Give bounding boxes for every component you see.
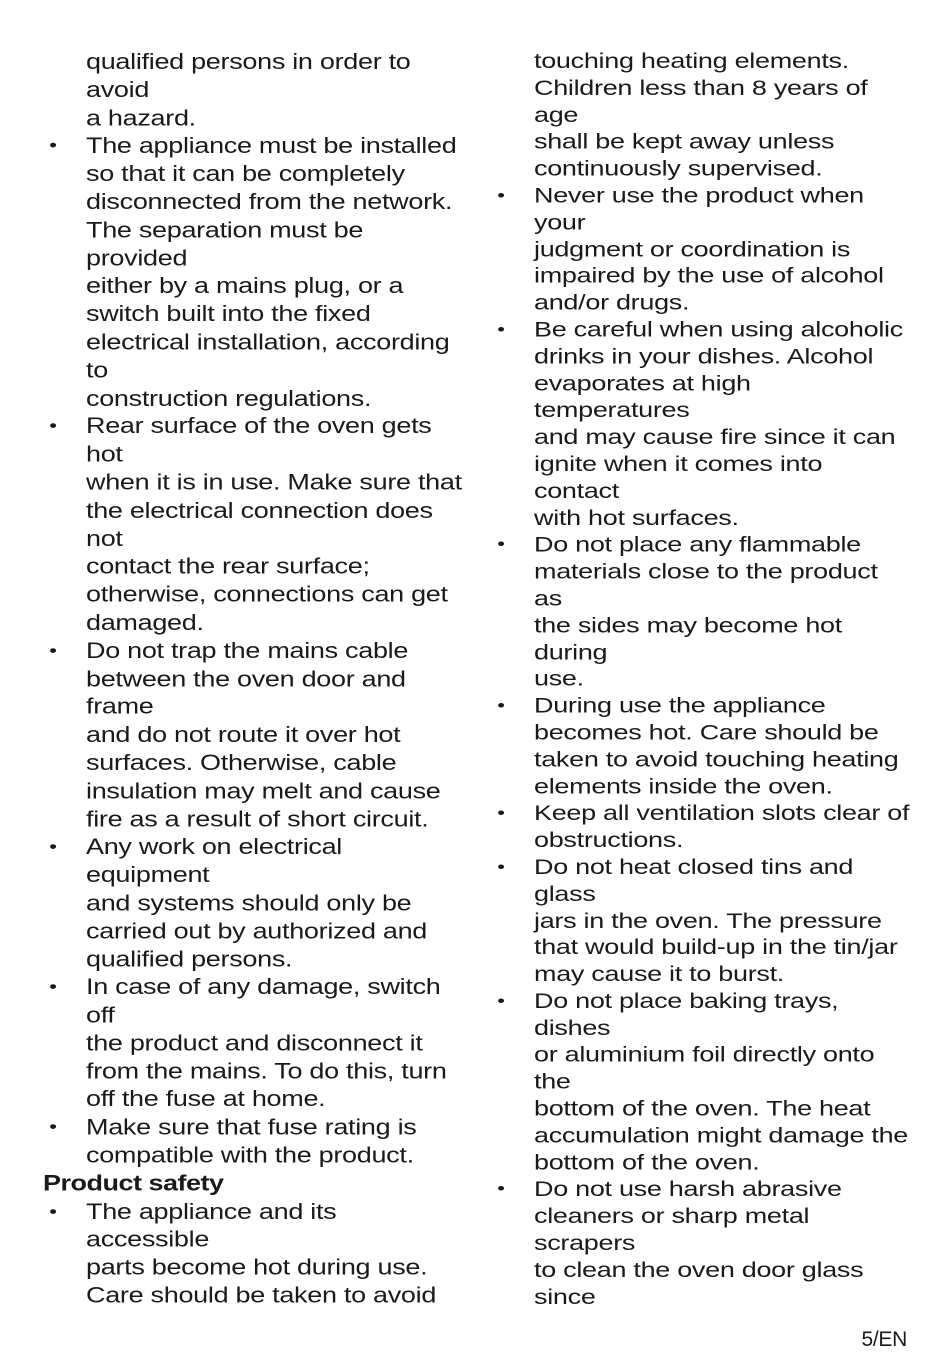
bullet-icon: • <box>49 1200 57 1222</box>
item-text: Do not use harsh abrasive cleaners or sharp metal scrapers to clean the oven door glass since <box>534 1177 864 1309</box>
item-text: Make sure that fuse rating is compatible with the product. <box>86 1115 417 1168</box>
list-item <box>491 854 911 988</box>
safety-list <box>43 132 463 1170</box>
list-item <box>491 1176 911 1310</box>
list-item <box>43 833 463 973</box>
continued-text: touching heating elements. Children less than 8 years of age shall be kept away unless continuously supervised. <box>534 49 868 181</box>
bullet-icon: • <box>497 534 505 554</box>
bullet-icon: • <box>49 1116 57 1137</box>
item-text: Do not place baking trays, dishes or aluminium foil directly onto the bottom of the oven. The heat accumulation might damage the bottom of the oven. <box>534 989 909 1174</box>
list-item <box>491 988 911 1176</box>
item-text: Never use the product when your judgment or coordination is impaired by the use of alcohol and/or drugs. <box>534 183 884 315</box>
list-item <box>491 693 911 800</box>
bullet-icon: • <box>49 836 57 857</box>
list-item <box>491 531 911 692</box>
bullet-icon: • <box>497 319 505 339</box>
bullet-icon: • <box>49 640 57 661</box>
product-safety-list <box>43 1198 463 1310</box>
safety-list <box>491 182 911 1310</box>
list-item <box>43 973 463 1113</box>
item-text: Be careful when using alcoholic drinks in your dishes. Alcohol evaporates at high temperatures and may cause fire since it can ignite when it comes into contact with hot surfaces. <box>534 318 903 530</box>
item-text: Any work on electrical equipment and systems should only be carried out by authorized and qualified persons. <box>86 834 428 972</box>
page-number: 5/EN <box>861 1328 907 1351</box>
item-text: Rear surface of the oven gets hot when it is in use. Make sure that the electrical connection does not contact the rear surface; otherwise, connections can get damaged. <box>86 414 462 635</box>
list-item <box>43 1114 463 1170</box>
bullet-icon: • <box>497 695 505 715</box>
item-text: Do not heat closed tins and glass jars in the oven. The pressure that would build-up in the tin/jar may cause it to burst. <box>534 855 898 986</box>
continued-text: qualified persons in order to avoid a hazard. <box>86 49 411 130</box>
bullet-icon: • <box>497 803 505 823</box>
right-column <box>491 48 911 1310</box>
item-text: Do not place any flammable materials close to the product as the sides may become hot during use. <box>534 532 878 691</box>
list-item <box>491 317 911 532</box>
list-item <box>491 800 911 854</box>
left-column <box>43 48 463 1310</box>
bullet-icon: • <box>497 991 505 1011</box>
list-item <box>43 132 463 412</box>
bullet-icon: • <box>497 1179 505 1199</box>
list-item <box>43 637 463 833</box>
item-text: Do not trap the mains cable between the oven door and frame and do not route it over hot surfaces. Otherwise, cable insulation may melt and cause fire as a result of short circuit. <box>86 638 441 831</box>
bullet-icon: • <box>49 976 57 997</box>
bullet-icon: • <box>497 856 505 877</box>
item-text: The appliance and its accessible parts become hot during use. Care should be taken to avoid <box>86 1199 437 1308</box>
item-text: The appliance must be installed so that it can be completely disconnected from the network. The separation must be provided either by a mains plug, or a switch built into the fixed electrical installation, according to construction regulations. <box>86 133 457 411</box>
section-heading: Product safety <box>43 1171 224 1196</box>
item-text: Keep all ventilation slots clear of obstructions. <box>534 801 910 852</box>
list-item <box>491 182 911 316</box>
list-item <box>43 1198 463 1310</box>
bullet-icon: • <box>49 135 57 156</box>
list-item <box>43 413 463 637</box>
bullet-icon: • <box>49 415 57 436</box>
item-text: During use the appliance becomes hot. Care should be taken to avoid touching heating elements inside the oven. <box>534 694 899 798</box>
bullet-icon: • <box>497 185 505 205</box>
item-text: In case of any damage, switch off the product and disconnect it from the mains. To do this, turn off the fuse at home. <box>86 974 447 1112</box>
